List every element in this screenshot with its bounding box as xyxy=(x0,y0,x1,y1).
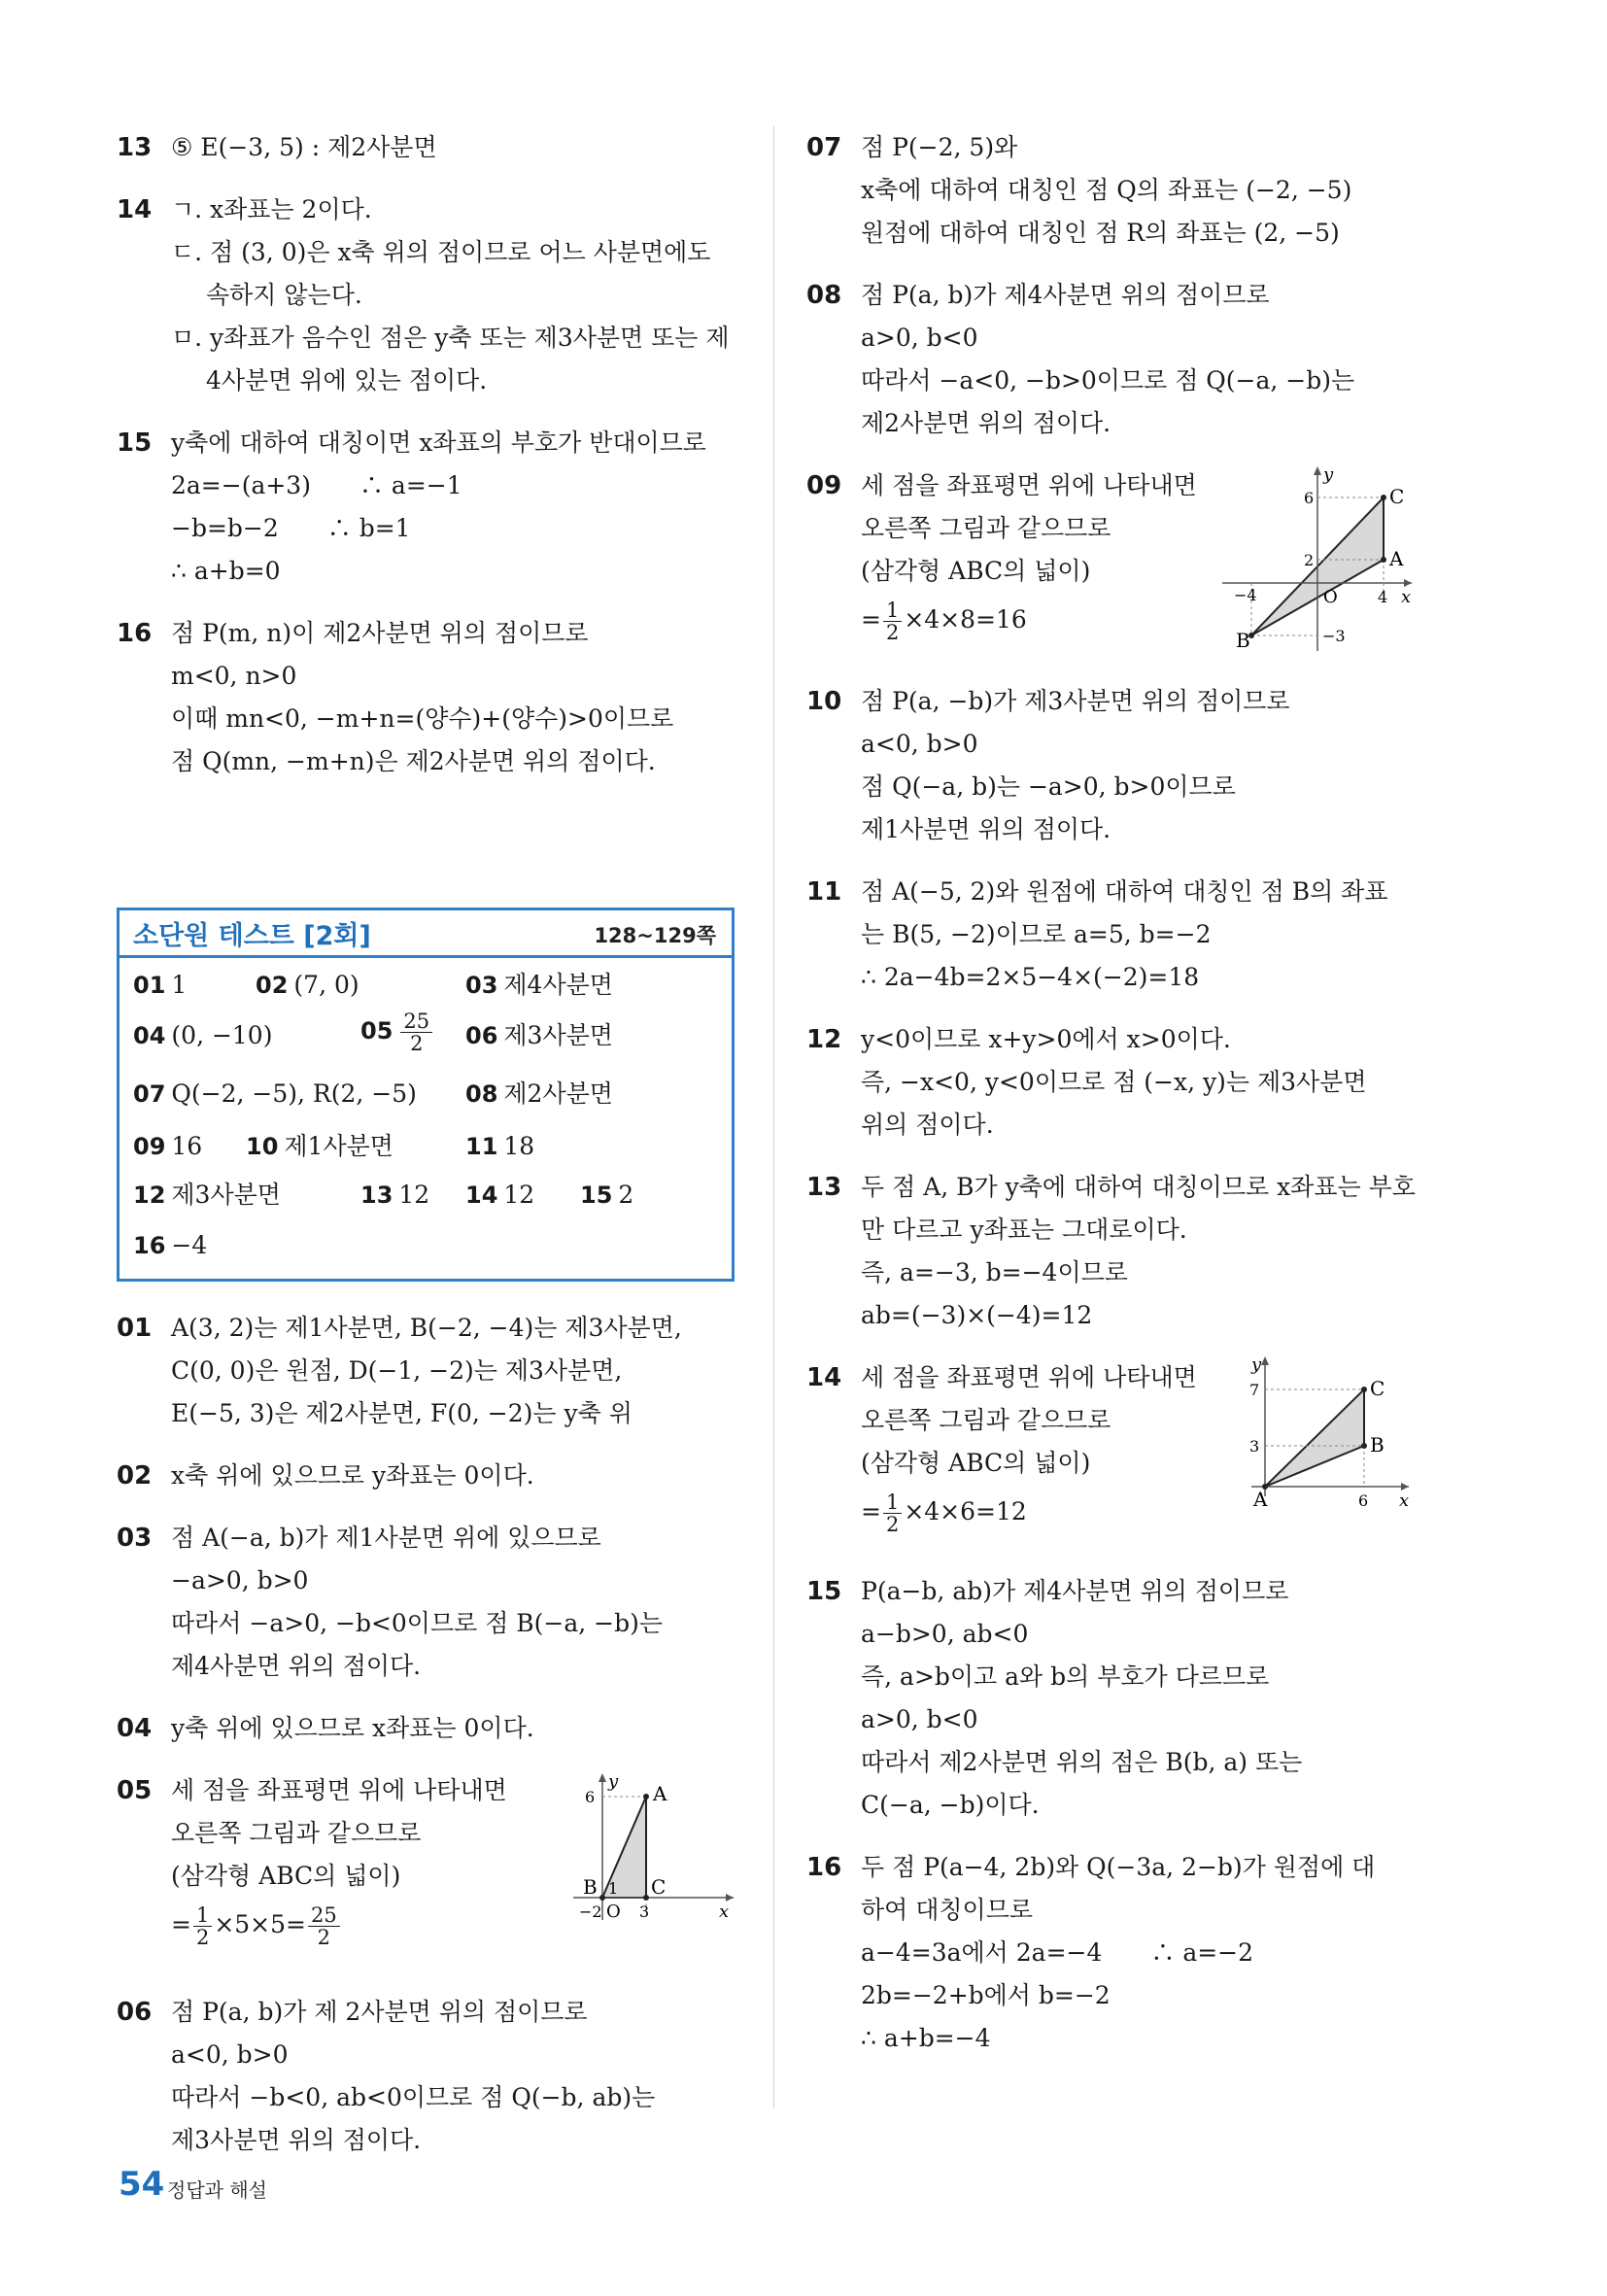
page-number: 54 xyxy=(119,2165,165,2204)
tick-minus-2: −2 xyxy=(579,1902,602,1921)
test-answer-06 xyxy=(465,1018,613,1053)
answer-number: 16 xyxy=(133,1232,166,1259)
text-line: 점 P(m, n)이 제2사분면 위의 점이므로 xyxy=(171,619,589,647)
question-number: 15 xyxy=(117,428,153,458)
text-line: 만 다르고 y좌표는 그대로이다. xyxy=(861,1216,1187,1244)
text-line: 점 Q(mn, −m+n)은 제2사분면 위의 점이다. xyxy=(171,747,656,775)
text-line: 따라서 −a>0, −b<0이므로 점 B(−a, −b)는 xyxy=(171,1609,664,1637)
question-10 xyxy=(806,680,1428,851)
question-02 xyxy=(117,1455,738,1497)
text-line: x축 위에 있으므로 y좌표는 0이다. xyxy=(171,1461,534,1490)
footer-label: 정답과 해설 xyxy=(167,2178,267,2202)
answer-value: 제2사분면 xyxy=(503,1079,613,1108)
question-16 xyxy=(117,612,738,783)
question-11 xyxy=(806,871,1428,999)
question-number: 06 xyxy=(117,1998,153,2027)
answer-value: 제3사분면 xyxy=(503,1021,613,1049)
text-line: a<0, b>0 xyxy=(861,730,978,758)
answer-value: (7, 0) xyxy=(293,971,359,999)
answer-number: 10 xyxy=(246,1133,279,1160)
text-line: 이때 mn<0, −m+n=(양수)+(양수)>0이므로 xyxy=(171,704,674,733)
question-number: 03 xyxy=(117,1524,153,1553)
figure-05-coordinate-plane xyxy=(573,1769,738,1925)
origin-label: O xyxy=(1323,587,1338,607)
fraction xyxy=(883,600,902,643)
question-number: 01 xyxy=(117,1314,153,1343)
unit-test-answers xyxy=(120,958,732,1279)
left-items-group-2 xyxy=(117,1307,738,1750)
question-number: 13 xyxy=(806,1173,842,1202)
question-number: 02 xyxy=(117,1461,153,1491)
text-line: 즉, −x<0, y<0이므로 점 (−x, y)는 제3사분면 xyxy=(861,1068,1367,1096)
answer-number: 05 xyxy=(360,1017,393,1045)
question-number: 11 xyxy=(806,877,842,907)
text-line: a<0, b>0 xyxy=(171,2040,289,2069)
question-03 xyxy=(117,1517,738,1688)
test-answer-16 xyxy=(133,1228,207,1263)
text-line: 원점에 대하여 대칭인 점 R의 좌표는 (2, −5) xyxy=(861,219,1340,247)
text-line: E(−5, 3)은 제2사분면, F(0, −2)는 y축 위 xyxy=(171,1399,633,1427)
question-15 xyxy=(806,1570,1428,1827)
question-13 xyxy=(806,1166,1428,1337)
text-line: 점 P(a, b)가 제4사분면 위의 점이므로 xyxy=(861,281,1270,309)
tick-6: 6 xyxy=(1358,1491,1369,1510)
fraction xyxy=(308,1904,340,1948)
question-number: 04 xyxy=(117,1714,153,1743)
answer-value: 1 xyxy=(171,971,188,999)
fraction xyxy=(400,1011,432,1054)
text-line: x축에 대하여 대칭인 점 Q의 좌표는 (−2, −5) xyxy=(861,176,1352,204)
test-answer-12 xyxy=(133,1178,281,1213)
test-answer-10 xyxy=(246,1129,393,1164)
tick-2: 2 xyxy=(1304,551,1315,569)
text-line: ∴ a+b=−4 xyxy=(861,2024,991,2052)
left-items-group xyxy=(117,126,738,783)
question-16 xyxy=(806,1846,1428,2060)
label-b: B xyxy=(1236,629,1250,652)
axis-x-label: x xyxy=(1399,1491,1410,1511)
text-line: 위의 점이다. xyxy=(861,1111,994,1139)
text-line: 두 점 A, B가 y축에 대하여 대칭이므로 x좌표는 부호 xyxy=(861,1173,1416,1201)
answer-number: 01 xyxy=(133,972,166,999)
axis-x-label: x xyxy=(1401,587,1412,607)
left-column xyxy=(117,126,738,2181)
text-line: C(0, 0)은 원점, D(−1, −2)는 제3사분면, xyxy=(171,1356,623,1385)
text-line: 제4사분면 위의 점이다. xyxy=(171,1652,422,1680)
tick-6: 6 xyxy=(1304,489,1315,507)
answer-value: Q(−2, −5), R(2, −5) xyxy=(171,1079,417,1108)
text-line: 두 점 P(a−4, 2b)와 Q(−3a, 2−b)가 원점에 대 xyxy=(861,1853,1376,1881)
answer-number: 04 xyxy=(133,1022,166,1049)
text-line: 오른쪽 그림과 같으므로 xyxy=(171,1819,422,1847)
right-column xyxy=(806,126,1428,2079)
text-line: 즉, a=−3, b=−4이므로 xyxy=(861,1258,1128,1286)
answer-number: 13 xyxy=(360,1182,393,1209)
right-items-group-3 xyxy=(806,1570,1428,2060)
origin-label: O xyxy=(606,1902,621,1922)
text-line: 하여 대칭이므로 xyxy=(861,1896,1033,1924)
question-number: 15 xyxy=(806,1577,842,1606)
text-line: −b=b−2 ∴ b=1 xyxy=(171,514,411,542)
question-number: 16 xyxy=(806,1853,842,1882)
tick-6: 6 xyxy=(585,1788,596,1806)
question-07 xyxy=(806,126,1428,255)
text-line: ab=(−3)×(−4)=12 xyxy=(861,1301,1093,1329)
text-line: a>0, b<0 xyxy=(861,324,978,352)
unit-test-pages: 128~129쪽 xyxy=(594,924,716,947)
axis-y-label: y xyxy=(608,1771,619,1792)
question-09 xyxy=(806,464,1428,661)
text-line: (삼각형 ABC의 넓이) xyxy=(171,1862,401,1890)
test-answer-09 xyxy=(133,1129,202,1164)
test-answer-02 xyxy=(256,968,359,1003)
text-line: ∴ 2a−4b=2×5−4×(−2)=18 xyxy=(861,963,1200,991)
test-answer-15 xyxy=(580,1178,633,1213)
test-answer-03 xyxy=(465,968,613,1003)
text-line: a−b>0, ab<0 xyxy=(861,1620,1029,1648)
question-number: 05 xyxy=(117,1776,153,1805)
text-line: 는 B(5, −2)이므로 a=5, b=−2 xyxy=(861,920,1212,948)
text-line: (삼각형 ABC의 넓이) xyxy=(861,557,1091,585)
tick-3: 3 xyxy=(1249,1437,1260,1456)
text-line: (삼각형 ABC의 넓이) xyxy=(861,1449,1091,1477)
text-line: 따라서 −a<0, −b>0이므로 점 Q(−a, −b)는 xyxy=(861,366,1355,394)
tick-1: 1 xyxy=(608,1879,619,1898)
text-line: 점 A(−a, b)가 제1사분면 위에 있으므로 xyxy=(171,1524,601,1552)
answer-value: 제4사분면 xyxy=(503,971,613,999)
fraction-numerator: 1 xyxy=(193,1904,212,1927)
test-answer-01 xyxy=(133,968,187,1003)
fraction xyxy=(883,1491,902,1535)
text-line: 점 P(a, −b)가 제3사분면 위의 점이므로 xyxy=(861,687,1290,715)
question-number: 14 xyxy=(117,195,153,224)
answer-value: 제3사분면 xyxy=(171,1181,281,1209)
test-answer-14 xyxy=(465,1178,534,1213)
fraction-denominator: 2 xyxy=(195,1926,210,1949)
eq-middle: ×4×8=16 xyxy=(904,605,1027,634)
question-14 xyxy=(117,188,738,402)
text-line: 세 점을 좌표평면 위에 나타내면 xyxy=(861,1363,1197,1391)
question-14 xyxy=(806,1356,1428,1551)
text-line: 오른쪽 그림과 같으므로 xyxy=(861,514,1111,542)
eq-middle: ×4×6=12 xyxy=(904,1497,1027,1525)
text-line: 따라서 제2사분면 위의 점은 B(b, a) 또는 xyxy=(861,1748,1303,1776)
eq-prefix: = xyxy=(171,1910,191,1938)
label-c: C xyxy=(651,1875,667,1899)
question-number: 16 xyxy=(117,619,153,648)
test-answer-13 xyxy=(360,1178,429,1213)
label-a: A xyxy=(1253,1488,1268,1511)
text-line: y축 위에 있으므로 x좌표는 0이다. xyxy=(171,1714,534,1742)
test-answer-04 xyxy=(133,1018,272,1053)
right-items-group xyxy=(806,126,1428,445)
question-12 xyxy=(806,1018,1428,1147)
text-line: 따라서 −b<0, ab<0이므로 점 Q(−b, ab)는 xyxy=(171,2083,656,2111)
text-line: 2b=−2+b에서 b=−2 xyxy=(861,1981,1111,2009)
test-answer-07 xyxy=(133,1077,417,1112)
question-01 xyxy=(117,1307,738,1435)
test-answer-08 xyxy=(465,1077,613,1112)
fraction-denominator: 2 xyxy=(885,621,900,644)
fraction-numerator: 25 xyxy=(400,1011,432,1033)
answer-number: 03 xyxy=(465,972,498,999)
answer-number: 02 xyxy=(256,972,289,999)
label-c: C xyxy=(1389,485,1405,508)
answer-value: 12 xyxy=(398,1181,430,1209)
text-line: a−4=3a에서 2a=−4 ∴ a=−2 xyxy=(861,1938,1254,1967)
question-04 xyxy=(117,1707,738,1750)
question-number: 12 xyxy=(806,1025,842,1054)
text-line: 세 점을 좌표평면 위에 나타내면 xyxy=(171,1776,507,1804)
tick-7: 7 xyxy=(1249,1381,1260,1399)
answer-value: 12 xyxy=(503,1181,535,1209)
text-line: C(−a, −b)이다. xyxy=(861,1791,1040,1819)
label-a: A xyxy=(1389,547,1404,570)
question-number: 07 xyxy=(806,133,842,162)
question-08 xyxy=(806,274,1428,445)
text-line: A(3, 2)는 제1사분면, B(−2, −4)는 제3사분면, xyxy=(171,1314,682,1342)
answer-number: 15 xyxy=(580,1182,613,1209)
text-line: 점 P(a, b)가 제 2사분면 위의 점이므로 xyxy=(171,1998,588,2026)
answer-number: 08 xyxy=(465,1080,498,1108)
triangle-abc xyxy=(1265,1389,1364,1487)
text-line: 오른쪽 그림과 같으므로 xyxy=(861,1406,1111,1434)
text-line: ㄷ. 점 (3, 0)은 x축 위의 점이므로 어느 사분면에도 속하지 않는다. xyxy=(171,238,711,309)
answer-value: (0, −10) xyxy=(171,1021,273,1049)
question-06 xyxy=(117,1991,738,2162)
question-number: 08 xyxy=(806,281,842,310)
fraction-denominator: 2 xyxy=(410,1032,424,1055)
label-b: B xyxy=(1370,1433,1385,1456)
text-line: 2a=−(a+3) ∴ a=−1 xyxy=(171,471,462,499)
label-c: C xyxy=(1370,1377,1385,1400)
question-number: 14 xyxy=(806,1363,842,1392)
figure-14-coordinate-plane xyxy=(1242,1351,1417,1516)
axis-y-label: y xyxy=(1251,1354,1262,1375)
answer-number: 06 xyxy=(465,1022,498,1049)
text-line: 제3사분면 위의 점이다. xyxy=(171,2126,422,2154)
fraction-numerator: 1 xyxy=(883,600,902,622)
tick-4: 4 xyxy=(1378,588,1388,606)
label-b: B xyxy=(583,1875,598,1899)
answer-number: 12 xyxy=(133,1182,166,1209)
answer-number: 09 xyxy=(133,1133,166,1160)
question-number: 13 xyxy=(117,133,153,162)
unit-test-header xyxy=(120,910,732,958)
text-line: y축에 대하여 대칭이면 x좌표의 부호가 반대이므로 xyxy=(171,428,706,457)
label-a: A xyxy=(653,1782,667,1805)
question-13 xyxy=(117,126,738,169)
axis-x-label: x xyxy=(719,1902,730,1922)
answer-value: 16 xyxy=(171,1132,203,1160)
question-number: 10 xyxy=(806,687,842,716)
eq-middle: ×5×5= xyxy=(214,1910,306,1938)
eq-prefix: = xyxy=(861,605,881,634)
fraction-denominator: 2 xyxy=(885,1513,900,1536)
text-line: ㅁ. y좌표가 음수인 점은 y축 또는 제3사분면 또는 제4사분면 위에 있는 점이다. xyxy=(171,324,730,394)
answer-value: −4 xyxy=(171,1231,208,1259)
fraction xyxy=(193,1904,212,1948)
question-15 xyxy=(117,422,738,593)
unit-test-box xyxy=(117,908,735,1282)
fraction-numerator: 25 xyxy=(308,1904,340,1927)
answer-value: 18 xyxy=(503,1132,535,1160)
unit-test-title: 소단원 테스트 [2회] xyxy=(133,921,371,951)
fraction-numerator: 1 xyxy=(883,1491,902,1514)
fraction-denominator: 2 xyxy=(317,1926,331,1949)
tick-minus-4: −4 xyxy=(1234,586,1257,604)
answer-number: 11 xyxy=(465,1133,498,1160)
figure-09-coordinate-plane xyxy=(1222,461,1417,655)
tick-minus-3: −3 xyxy=(1322,627,1346,645)
test-answer-11 xyxy=(465,1129,534,1164)
answer-value: 제1사분면 xyxy=(284,1132,393,1160)
text-line: 점 A(−5, 2)와 원점에 대하여 대칭인 점 B의 좌표 xyxy=(861,877,1388,906)
text-line: 제1사분면 위의 점이다. xyxy=(861,815,1111,843)
text-line: 점 Q(−a, b)는 −a>0, b>0이므로 xyxy=(861,772,1236,801)
test-answer-05 xyxy=(360,1011,434,1054)
text-line: 점 P(−2, 5)와 xyxy=(861,133,1018,161)
eq-prefix: = xyxy=(861,1497,881,1525)
question-number: 09 xyxy=(806,471,842,500)
text-line: ⑤ E(−3, 5) : 제2사분면 xyxy=(171,133,437,161)
answer-number: 14 xyxy=(465,1182,498,1209)
text-line: m<0, n>0 xyxy=(171,662,297,690)
text-line: ∴ a+b=0 xyxy=(171,557,281,585)
text-line: 제2사분면 위의 점이다. xyxy=(861,409,1111,437)
text-line: P(a−b, ab)가 제4사분면 위의 점이므로 xyxy=(861,1577,1289,1605)
question-05 xyxy=(117,1769,738,1971)
tick-3: 3 xyxy=(639,1902,650,1921)
text-line: y<0이므로 x+y>0에서 x>0이다. xyxy=(861,1025,1231,1053)
answer-number: 07 xyxy=(133,1080,166,1108)
text-line: 즉, a>b이고 a와 b의 부호가 다르므로 xyxy=(861,1662,1270,1691)
text-line: 세 점을 좌표평면 위에 나타내면 xyxy=(861,471,1197,499)
column-divider xyxy=(773,126,774,2108)
text-line: −a>0, b>0 xyxy=(171,1566,309,1594)
answer-value: 2 xyxy=(618,1181,634,1209)
text-line: ㄱ. x좌표는 2이다. xyxy=(171,195,372,223)
right-items-group-2 xyxy=(806,680,1428,1337)
text-line: a>0, b<0 xyxy=(861,1705,978,1733)
axis-y-label: y xyxy=(1323,464,1334,485)
